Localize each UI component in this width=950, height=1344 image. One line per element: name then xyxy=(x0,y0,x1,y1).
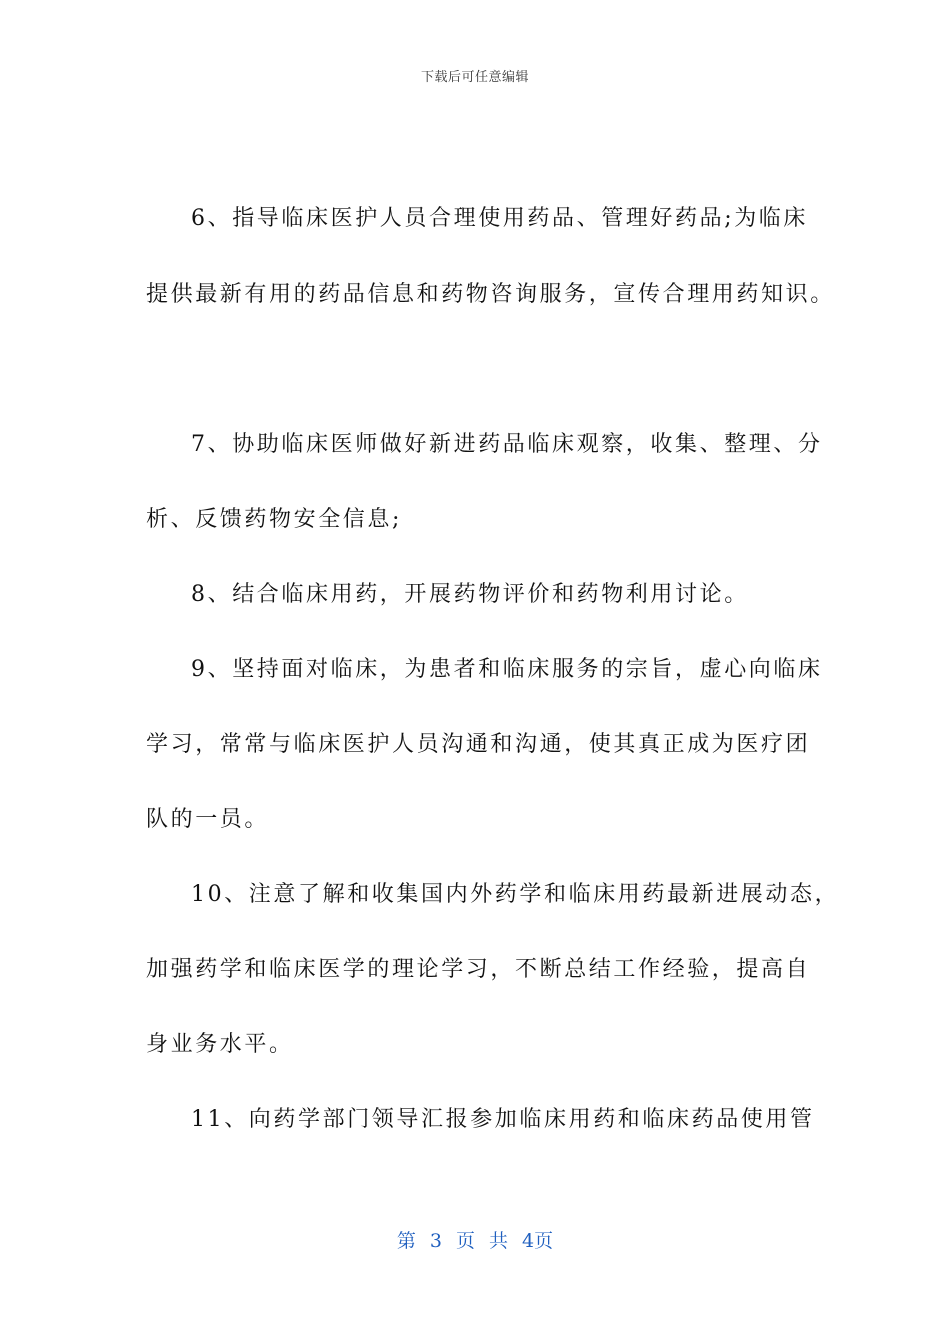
body-line-6: 9、坚持面对临床，为患者和临床服务的宗旨，虚心向临床 xyxy=(191,657,823,682)
body-line-9: 10、注意了解和收集国内外药学和临床用药最新进展动态， xyxy=(191,882,840,907)
footer-total-page: 4 xyxy=(522,1230,535,1252)
footer-total-prefix: 共 xyxy=(489,1230,509,1252)
body-line-2: 提供最新有用的药品信息和药物咨询服务，宣传合理用药知识。 xyxy=(146,282,835,307)
page-footer xyxy=(0,1226,950,1253)
body-line-1: 6、指导临床医护人员合理使用药品、管理好药品;为临床 xyxy=(191,206,809,231)
body-line-7: 学习，常常与临床医护人员沟通和沟通，使其真正成为医疗团 xyxy=(146,732,811,757)
body-line-8: 队的一员。 xyxy=(146,807,270,832)
body-line-12: 11、向药学部门领导汇报参加临床用药和临床药品使用管 xyxy=(191,1107,815,1132)
footer-suffix: 页 xyxy=(534,1230,554,1252)
body-line-5: 8、结合临床用药，开展药物评价和药物利用讨论。 xyxy=(191,582,749,607)
header-note: 下载后可任意编辑 xyxy=(420,70,529,85)
body-line-3: 7、协助临床医师做好新进药品临床观察，收集、整理、分 xyxy=(191,432,823,457)
footer-page-word: 页 xyxy=(455,1230,475,1252)
body-line-11: 身业务水平。 xyxy=(146,1032,294,1057)
footer-current-page: 3 xyxy=(429,1230,442,1252)
body-line-10: 加强药学和临床医学的理论学习，不断总结工作经验，提高自 xyxy=(146,957,811,982)
body-line-4: 析、反馈药物安全信息; xyxy=(146,507,403,532)
footer-prefix: 第 xyxy=(396,1230,416,1252)
